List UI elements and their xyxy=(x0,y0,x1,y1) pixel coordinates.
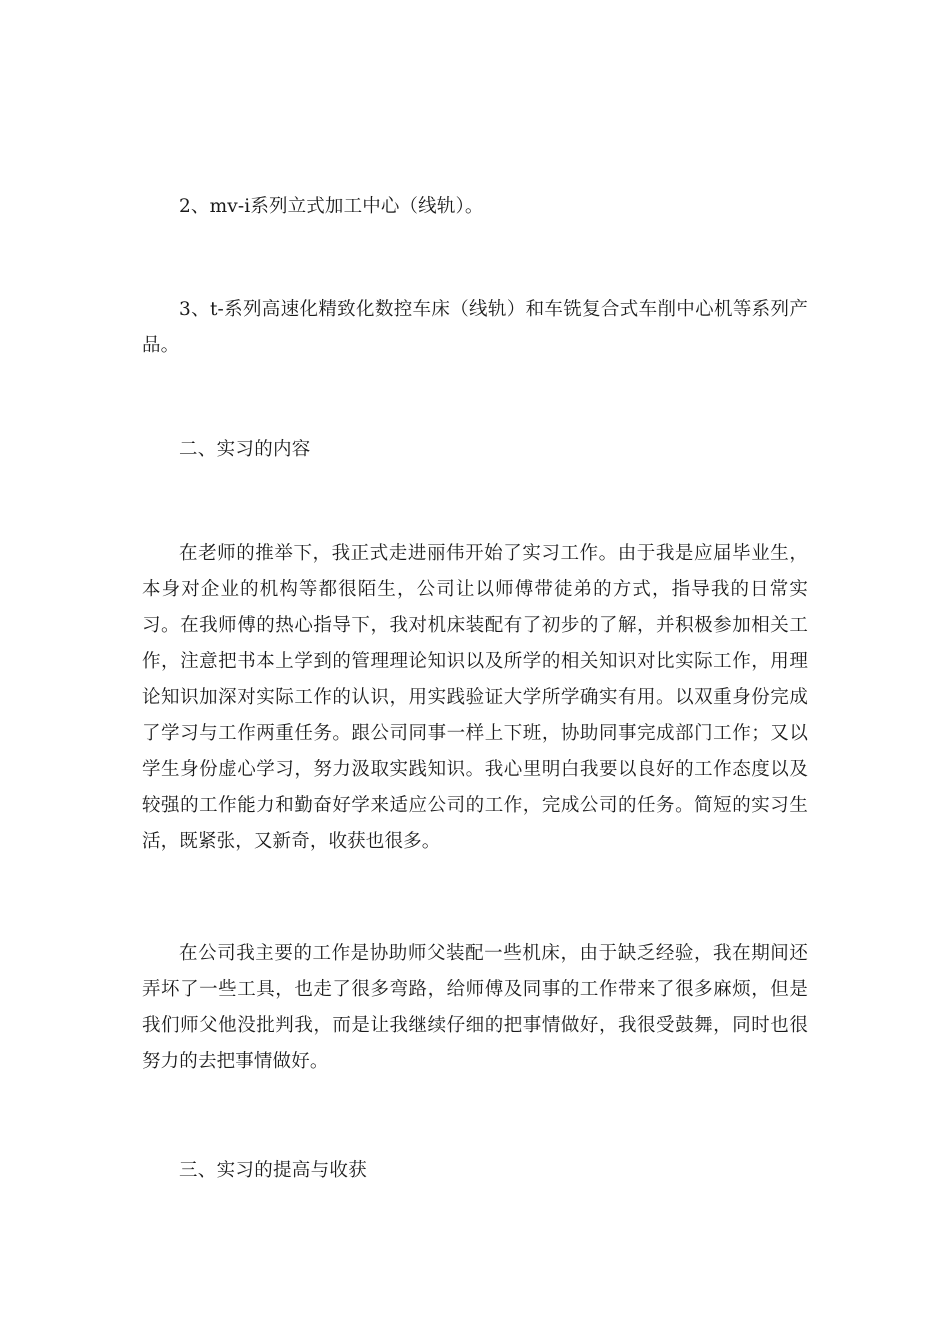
paragraph-internship-start: 在老师的推举下，我正式走进丽伟开始了实习工作。由于我是应届毕业生，本身对企业的机构等都很陌生，公司让以师傅带徒弟的方式，指导我的日常实习。在我师傅的热心指导下，我对机床装配有了初步的了解，并积极参加相关工作，注意把书本上学到的管理理论知识以及所学的相关知识对比实际工作，用理论知识加深对实际工作的认识，用实践验证大学所学确实有用。以双重身份完成了学习与工作两重任务。跟公司同事一样上下班，协助同事完成部门工作；又以学生身份虚心学习，努力汲取实践知识。我心里明白我要以良好的工作态度以及较强的工作能力和勤奋好学来适应公司的工作，完成公司的任务。简短的实习生活，既紧张，又新奇，收获也很多。 xyxy=(142,543,808,852)
list-item-t-series: 3、t-系列高速化精致化数控车床（线轨）和车铣复合式车削中心机等系列产品。 xyxy=(142,299,808,356)
paragraph-assembly-work: 在公司我主要的工作是协助师父装配一些机床，由于缺乏经验，我在期间还弄坏了一些工具，也走了很多弯路，给师傅及同事的工作带来了很多麻烦，但是我们师父他没批判我，而是让我继续仔细的把事情做好，我很受鼓舞，同时也很努力的去把事情做好。 xyxy=(142,943,808,1072)
section-heading-improvement-gains: 三、实习的提高与收获 xyxy=(179,1160,368,1181)
section-heading-internship-content: 二、实习的内容 xyxy=(179,439,311,460)
list-item-mv-i-series: 2、mv-i系列立式加工中心（线轨）。 xyxy=(179,196,484,217)
